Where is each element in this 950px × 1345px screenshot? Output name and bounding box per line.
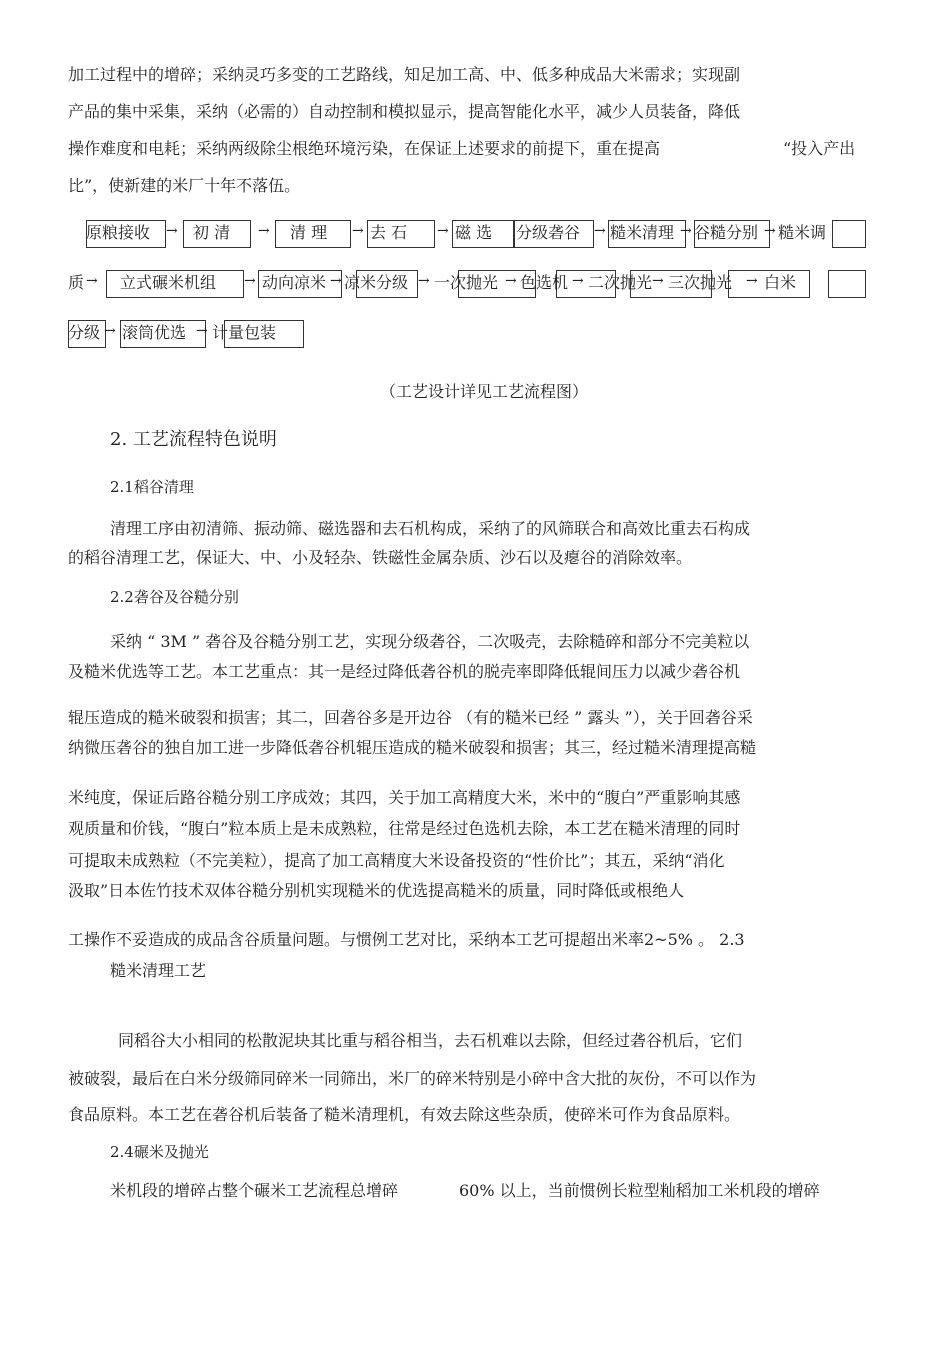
flow-row-2 — [0, 270, 950, 298]
flow-step: 糙米调 — [778, 223, 827, 242]
s22-line: 汲取”日本佐竹技术双体谷糙分别机实现糙米的优选提高糙米的质量，同时降低或根绝人 — [68, 881, 685, 900]
flow-step: 磁 选 — [455, 223, 493, 242]
flow-arrow: → — [764, 223, 776, 239]
s24-line-tail: 60% 以上，当前惯例长粒型籼稻加工米机段的增碎 — [459, 1181, 820, 1200]
s22-line: 采纳 “ 3M ” 砻谷及谷糙分别工艺，实现分级砻谷，二次吸壳，去除糙碎和部分不完美粒以 — [110, 632, 750, 651]
flow-arrow: → — [352, 223, 364, 239]
s24-line: 米机段的增碎占整个碾米工艺流程总增碎 — [110, 1181, 399, 1200]
flow-arrow: → — [166, 223, 178, 239]
s22-line: 米纯度，保证后路谷糙分别工序成效；其四，关于加工高精度大米，米中的“腹白”严重影响其感 — [68, 788, 741, 807]
section-2-title: 2. 工艺流程特色说明 — [110, 429, 277, 450]
flow-step: 三次抛光 — [668, 273, 733, 292]
s22-line: 可提取未成熟粒（不完美粒），提高了加工高精度大米设备投资的“性价比”；其五，采纳“消化 — [68, 851, 725, 870]
flow-step: 动向凉米 — [262, 273, 327, 292]
flow-step: 计量包装 — [212, 323, 277, 342]
section-2-1-title: 2.1稻谷清理 — [110, 478, 194, 496]
flow-step: 白米 — [764, 273, 797, 292]
s23-line: 被破裂，最后在白米分级筛同碎米一同筛出，米厂的碎米特别是小碎中含大批的灰份，不可以作为 — [68, 1069, 757, 1088]
flow-step: 分级 — [68, 323, 101, 342]
intro-line-1: 加工过程中的增碎；采纳灵巧多变的工艺路线，知足加工高、中、低多种成品大米需求；实现副 — [68, 65, 741, 84]
section-2-2-title: 2.2砻谷及谷糙分别 — [110, 588, 239, 606]
flow-row-1 — [0, 220, 950, 248]
flow-arrow: → — [86, 273, 98, 289]
diagram-caption: （工艺设计详见工艺流程图） — [380, 382, 589, 401]
flow-step: 二次抛光 — [588, 273, 653, 292]
flow-arrow: → — [418, 273, 430, 289]
flow-step: 初 清 — [193, 223, 231, 242]
s22-line: 辊压造成的糙米破裂和损害；其二，回砻谷多是开边谷 （有的糙米已经 ” 露头 ”），关于回砻谷采 — [68, 708, 753, 727]
flow-step: 一次抛光 — [434, 273, 499, 292]
flow-step: 去 石 — [370, 223, 408, 242]
s21-line: 清理工序由初清筛、振动筛、磁选器和去石机构成，采纳了的风筛联合和高效比重去石构成 — [110, 519, 751, 538]
flow-box — [828, 270, 866, 298]
flow-step: 质 — [68, 273, 85, 292]
s23-line: 食品原料。本工艺在砻谷机后装备了糙米清理机，有效去除这些杂质，使碎米可作为食品原料。 — [68, 1105, 741, 1124]
section-2-4-title: 2.4碾米及抛光 — [110, 1143, 209, 1161]
flow-arrow: → — [196, 323, 208, 339]
flow-step: 分级砻谷 — [516, 223, 581, 242]
section-2-3-title: 糙米清理工艺 — [110, 961, 207, 980]
flow-arrow: → — [104, 323, 116, 339]
intro-line-3: 操作难度和电耗；采纳两级除尘根绝环境污染，在保证上述要求的前提下，重在提高 — [68, 139, 661, 158]
intro-line-4: 比”，使新建的米厂十年不落伍。 — [68, 176, 301, 195]
flow-arrow: → — [437, 223, 449, 239]
flow-arrow: → — [572, 273, 584, 289]
flow-step: 凉米分级 — [344, 273, 409, 292]
flow-step: 色选机 — [520, 273, 569, 292]
flow-step: 谷糙分别 — [694, 223, 759, 242]
s22-line: 观质量和价钱，“腹白”粒本质上是未成熟粒，往常是经过色选机去除，本工艺在糙米清理的同时 — [68, 819, 741, 838]
flow-arrow: → — [680, 223, 692, 239]
flow-step: 滚筒优选 — [122, 323, 187, 342]
s22-line: 及糙米优选等工艺。本工艺重点：其一是经过降低砻谷机的脱壳率即降低辊间压力以减少砻谷机 — [68, 662, 741, 681]
flow-arrow: → — [652, 273, 664, 289]
s21-line: 的稻谷清理工艺，保证大、中、小及轻杂、铁磁性金属杂质、沙石以及瘪谷的消除效率。 — [68, 548, 693, 567]
flow-step: 原粮接收 — [86, 223, 151, 242]
flow-box — [832, 220, 866, 248]
flow-arrow: → — [505, 273, 517, 289]
flow-arrow: → — [594, 223, 606, 239]
s22-line: 工操作不妥造成的成品含谷质量问题。与惯例工艺对比，采纳本工艺可提超出米率2~5% 。 2.3 — [68, 930, 745, 949]
flow-arrow: → — [258, 223, 270, 239]
flow-row-3 — [0, 320, 950, 348]
intro-line-2: 产品的集中采集，采纳（必需的）自动控制和模拟显示，提高智能化水平，减少人员装备，降低 — [68, 102, 741, 121]
flow-step: 糙米清理 — [610, 223, 675, 242]
s22-line: 纳微压砻谷的独自加工进一步降低砻谷机辊压造成的糙米破裂和损害；其三，经过糙米清理提高糙 — [68, 738, 757, 757]
flow-step: 清 理 — [290, 223, 328, 242]
s23-line: 同稻谷大小相同的松散泥块其比重与稻谷相当，去石机难以去除，但经过砻谷机后，它们 — [118, 1031, 743, 1050]
flow-arrow: → — [244, 273, 256, 289]
flow-arrow: → — [746, 273, 758, 289]
intro-line-3-tail: “投入产出 — [783, 139, 856, 158]
flow-step: 立式碾米机组 — [120, 273, 217, 292]
flow-arrow: → — [330, 273, 342, 289]
